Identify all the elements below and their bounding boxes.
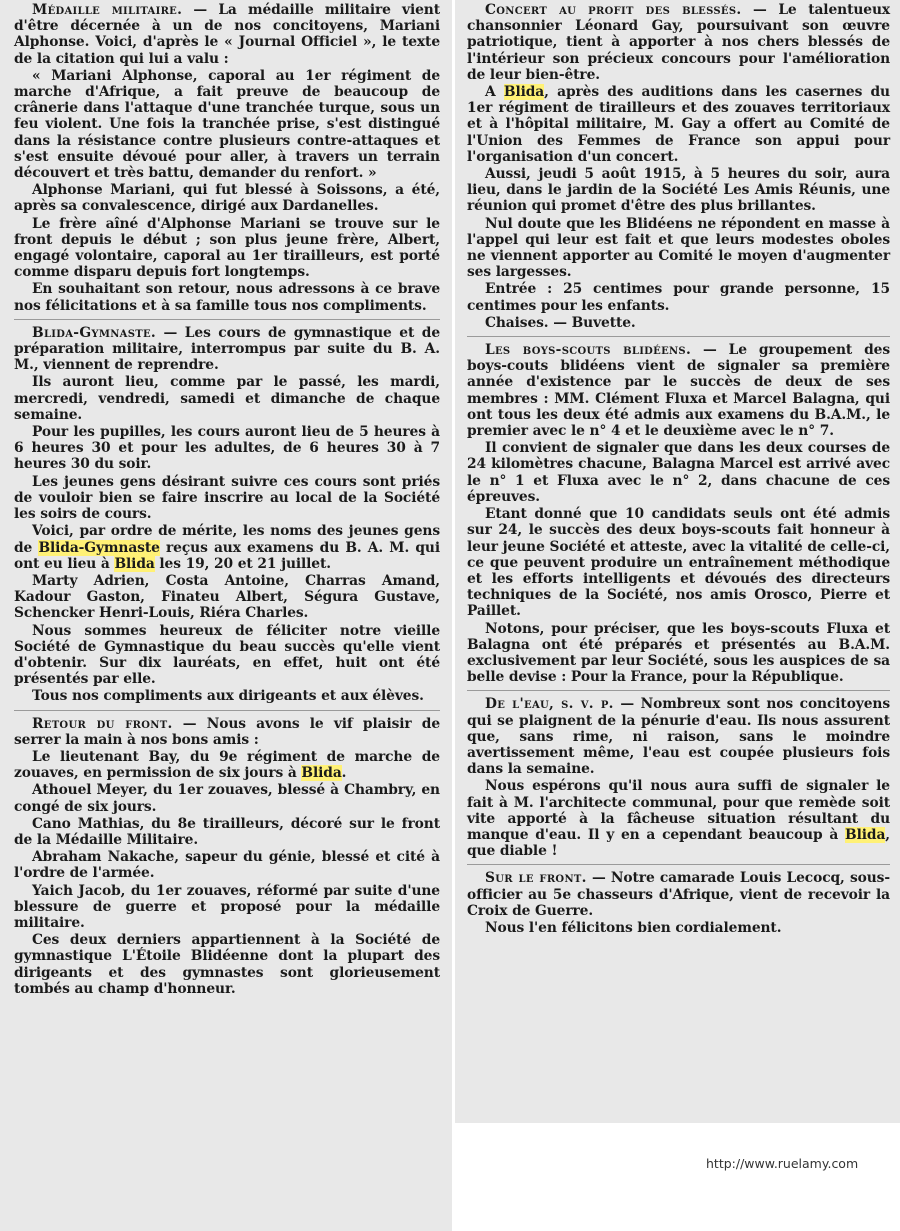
article-paragraph: Médaille militaire. — La médaille militaire vient d'être décernée à un de nos concitoyens, Mariani Alphonse. Voici, d'après le « Journal Officiel », le texte de la citation qui lui a valu : xyxy=(14,2,440,67)
article-paragraph: Entrée : 25 centimes pour grande personne, 15 centimes pour les enfants. xyxy=(467,281,890,314)
article-paragraph: Alphonse Mariani, qui fut blessé à Soissons, a été, après sa convalescence, dirigé aux Dardanelles. xyxy=(14,182,440,215)
search-highlight: Blida-Gymnaste xyxy=(38,539,160,556)
article-paragraph: Il convient de signaler que dans les deux courses de 24 kilomètres chacune, Balagna Marcel est arrivé avec le n° 1 et Fluxa avec le n° 2, dans chacune de ces épreuves. xyxy=(467,440,890,505)
article-paragraph: Cano Mathias, du 8e tirailleurs, décoré sur le front de la Médaille Militaire. xyxy=(14,815,440,848)
search-highlight: Blida xyxy=(114,555,155,572)
article-divider xyxy=(467,336,890,337)
article-paragraph: Ils auront lieu, comme par le passé, les mardi, mercredi, vendredi, samedi et dimanche de chaque semaine. xyxy=(14,374,440,423)
article-heading: Blida-Gymnaste. xyxy=(32,324,157,341)
article-paragraph: Etant donné que 10 candidats seuls ont été admis sur 24, le succès des deux boys-scouts fait honneur à leur jeune Société et atteste, avec la vitalité de celle-ci, ce que peuvent produire un entraînement méthodique et les efforts intelligents et dévoués des directeurs techniques de la Société, nos amis Orosco, Pierre et Paillet. xyxy=(467,506,890,620)
search-highlight: Blida xyxy=(845,826,886,843)
article-paragraph: Nous l'en félicitons bien cordialement. xyxy=(485,919,782,936)
search-highlight: Blida xyxy=(503,84,545,101)
article-de-l-eau xyxy=(467,696,890,859)
article-paragraph: Le frère aîné d'Alphonse Mariani se trouve sur le front depuis le début ; son plus jeune frère, Albert, engagé volontaire, caporal au 1er tirailleurs, est porté comme disparu depuis fort longtemps. xyxy=(14,215,440,281)
article-paragraph: En souhaitant son retour, nous adressons à ce brave nos félicitations et à sa famille tous nos compliments. xyxy=(14,281,440,314)
right-column xyxy=(455,0,900,1123)
article-paragraph: Concert au profit des blessés. — Le talentueux chansonnier Léonard Gay, poursuivant son œuvre patriotique, tient à apporter à nos chers blessés de l'intérieur son précieux concours pour l'amélioration de leur bien-être. xyxy=(467,2,891,83)
article-blida-gymnaste xyxy=(14,325,440,705)
article-paragraph: Voici, par ordre de mérite, les noms des jeunes gens de Blida-Gymnaste reçus aux examens du B. A. M. qui ont eu lieu à Blida les 19, 20 et 21 juillet. xyxy=(14,523,441,572)
article-divider xyxy=(14,319,440,320)
article-paragraph: Le lieutenant Bay, du 9e régiment de marche de zouaves, en permission de six jours à Blida. xyxy=(14,748,440,782)
article-paragraph: Blida-Gymnaste. — Les cours de gymnastique et de préparation militaire, interrompus par suite du B. A. M., viennent de reprendre. xyxy=(14,324,440,374)
search-highlight: Blida xyxy=(301,765,342,782)
article-heading: Sur le front. xyxy=(485,870,587,887)
article-paragraph: De l'eau, s. v. p. — Nombreux sont nos concitoyens qui se plaignent de la pénurie d'eau. Ils nous assurent que, sans rime, ni raison, sans le moindre avertissement même, l'eau est coupée plusieurs fois dans la semaine. xyxy=(467,696,890,778)
article-concert xyxy=(467,2,890,331)
article-paragraph: Marty Adrien, Costa Antoine, Charras Amand, Kadour Gaston, Finateu Albert, Ségura Gustave, Schencker Henri-Louis, Riéra Charles. xyxy=(14,572,440,622)
source-credit: http://www.ruelamy.com xyxy=(706,1156,859,1171)
article-paragraph: Tous nos compliments aux dirigeants et aux élèves. xyxy=(32,688,424,705)
article-heading: Concert au profit des blessés. xyxy=(485,2,742,18)
article-paragraph: A Blida, après des auditions dans les casernes du 1er régiment de tirailleurs et des zouaves territoriaux et à l'hôpital militaire, M. Gay a offert au Comité de l'Union des Femmes de France son appui pour l'organisation d'un concert. xyxy=(467,84,890,165)
article-sur-le-front xyxy=(467,870,890,936)
article-medaille-militaire xyxy=(14,2,440,314)
article-divider xyxy=(14,710,440,711)
article-heading: De l'eau, s. v. p. xyxy=(485,696,614,713)
article-retour-du-front xyxy=(14,716,440,997)
article-divider xyxy=(467,864,890,865)
article-paragraph: Les jeunes gens désirant suivre ces cours sont priés de vouloir bien se faire inscrire au local de la Société les soirs de cours. xyxy=(14,473,440,523)
article-paragraph: Chaises. — Buvette. xyxy=(485,314,636,331)
article-paragraph: Athouel Meyer, du 1er zouaves, blessé à Chambry, en congé de six jours. xyxy=(14,782,440,815)
article-divider xyxy=(467,690,890,691)
article-paragraph: Aussi, jeudi 5 août 1915, à 5 heures du soir, aura lieu, dans le jardin de la Société Les Amis Réunis, une réunion qui promet d'être des plus brillantes. xyxy=(467,166,890,215)
article-paragraph: Pour les pupilles, les cours auront lieu de 5 heures à 6 heures 30 et pour les adultes, de 6 heures 30 à 7 heures 30 du soir. xyxy=(14,424,440,473)
article-paragraph: Nous sommes heureux de féliciter notre vieille Société de Gymnastique du beau succès qu'elle vient d'obtenir. Sur dix lauréats, en effet, huit ont été présentés par elle. xyxy=(14,622,440,688)
article-paragraph: Abraham Nakache, sapeur du génie, blessé et cité à l'ordre de l'armée. xyxy=(14,849,440,882)
article-boys-scouts xyxy=(467,342,890,685)
article-paragraph: Nous espérons qu'il nous aura suffi de signaler le fait à M. l'architecte communal, pour que remède soit vite apporté à la fâcheuse situation résultant du manque d'eau. Il y en a cependant beaucoup à Blida, que diable ! xyxy=(467,778,890,860)
article-paragraph: Les boys-scouts blidéens. — Le groupement des boys-couts blidéens vient de signaler sa première année d'existence par le succès de deux de ses membres : MM. Clément Fluxa et Marcel Balagna, qui ont tous les deux été admis aux examens du B.A.M., le premier avec le n° 4 et le deuxième avec le n° 7. xyxy=(467,342,890,440)
article-paragraph: Nul doute que les Blidéens ne répondent en masse à l'appel qui leur est fait et que leurs modestes oboles ne viennent apporter au Comité le moyen d'augmenter ses largesses. xyxy=(467,215,890,281)
article-heading: Médaille militaire. xyxy=(32,2,183,18)
article-paragraph: Yaich Jacob, du 1er zouaves, réformé par suite d'une blessure de guerre et proposé pour la médaille militaire. xyxy=(14,882,440,931)
article-paragraph: Retour du front. — Nous avons le vif plaisir de serrer la main à nos bons amis : xyxy=(14,715,441,748)
article-heading: Retour du front. xyxy=(32,715,173,732)
article-paragraph: Notons, pour préciser, que les boys-scouts Fluxa et Balagna ont été préparés et présentés au B.A.M. exclusivement par leur Société, sous les auspices de sa belle devise : Pour la France, pour la République. xyxy=(467,620,890,686)
article-heading: Les boys-scouts blidéens. xyxy=(485,342,692,359)
article-paragraph: Sur le front. — Notre camarade Louis Lecocq, sous-officier au 5e chasseurs d'Afrique, vient de recevoir la Croix de Guerre. xyxy=(467,870,890,919)
article-paragraph: Ces deux derniers appartiennent à la Société de gymnastique L'Étoile Blidéenne dont la plupart des dirigeants et des gymnastes sont glorieusement tombés au champ d'honneur. xyxy=(14,932,440,997)
article-paragraph: « Mariani Alphonse, caporal au 1er régiment de marche d'Afrique, a fait preuve de beaucoup de crânerie dans l'attaque d'une tranchée turque, sous un feu violent. Une fois la tranchée prise, s'est distingué dans la résistance contre plusieurs contre-attaques et s'est ensuite dévoué pour aller, à travers un terrain découvert et très battu, demander du renfort. » xyxy=(14,67,440,182)
